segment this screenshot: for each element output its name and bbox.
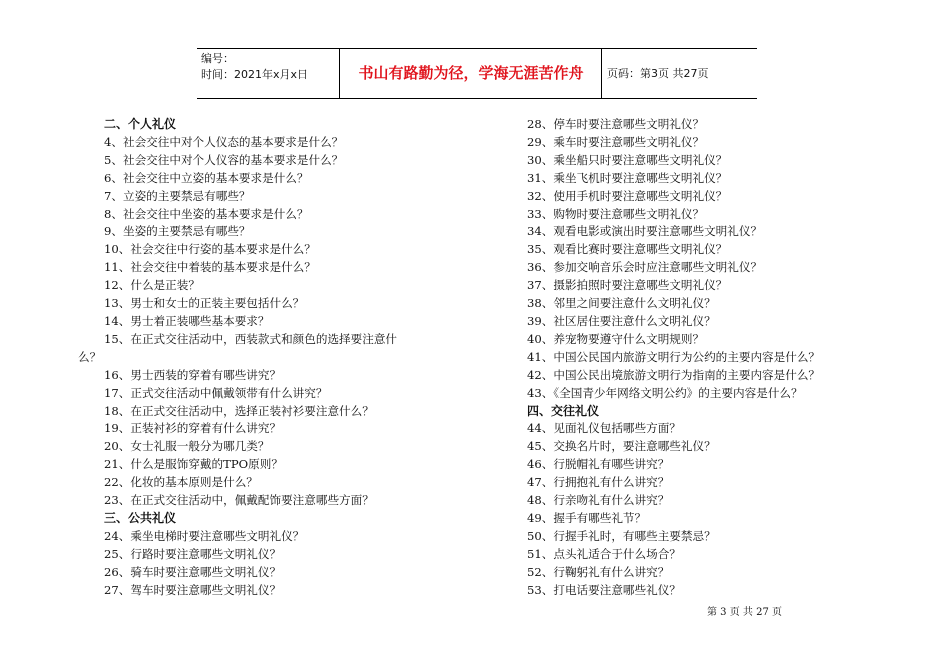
question-item: 15、在正式交往活动中，西装款式和颜色的选择要注意什 (104, 331, 398, 346)
question-item: 么？ (78, 349, 102, 364)
question-item: 33、购物时要注意哪些文明礼仪？ (527, 206, 705, 221)
question-item: 10、社会交往中行姿的基本要求是什么？ (104, 242, 316, 257)
header-motto: 书山有路勤为径，学海无涯苦作舟 (358, 64, 584, 82)
question-item: 34、观看电影或演出时要注意哪些文明礼仪？ (527, 224, 763, 239)
question-item: 29、乘车时要注意哪些文明礼仪？ (527, 134, 705, 149)
question-item: 39、社区居住要注意什么文明礼仪？ (527, 313, 716, 328)
header-divider (601, 49, 602, 98)
question-item: 46、行脱帽礼有哪些讲究？ (527, 457, 670, 472)
question-item: 27、驾车时要注意哪些文明礼仪？ (104, 582, 282, 597)
question-item: 18、在正式交往活动中，选择正装衬衫要注意什么？ (104, 403, 374, 418)
section-heading: 二、个人礼仪 (104, 117, 177, 131)
question-item: 41、中国公民国内旅游文明行为公约的主要内容是什么？ (527, 349, 821, 364)
question-item: 49、握手有哪些礼节？ (527, 510, 647, 525)
question-item: 40、养宠物要遵守什么文明规则？ (527, 331, 705, 346)
question-item: 30、乘坐船只时要注意哪些文明礼仪？ (527, 152, 728, 167)
question-item: 24、乘坐电梯时要注意哪些文明礼仪？ (104, 528, 305, 543)
question-item: 7、立姿的主要禁忌有哪些？ (104, 188, 251, 203)
question-item: 13、男士和女士的正装主要包括什么？ (104, 296, 305, 311)
question-item: 51、点头礼适合于什么场合？ (527, 546, 681, 561)
question-item: 36、参加交响音乐会时应注意哪些文明礼仪？ (527, 260, 763, 275)
question-item: 53、打电话要注意哪些礼仪？ (527, 582, 681, 597)
question-item: 35、观看比赛时要注意哪些文明礼仪？ (527, 242, 728, 257)
header-meta (201, 51, 339, 83)
question-item: 4、社会交往中对个人仪态的基本要求是什么？ (104, 134, 344, 149)
page-header (197, 48, 757, 99)
question-item: 6、社会交往中立姿的基本要求是什么？ (104, 170, 309, 185)
header-page-info: 页码：第3页 共27页 (607, 67, 709, 80)
question-item: 32、使用手机时要注意哪些文明礼仪？ (527, 188, 728, 203)
question-item: 23、在正式交往活动中，佩戴配饰要注意哪些方面？ (104, 493, 374, 508)
question-item: 19、正装衬衫的穿着有什么讲究？ (104, 421, 282, 436)
question-item: 20、女士礼服一般分为哪几类？ (104, 439, 270, 454)
question-item: 21、什么是服饰穿戴的TPO原则？ (104, 457, 283, 472)
section-heading: 三、公共礼仪 (104, 510, 177, 525)
question-item: 14、男士着正装哪些基本要求？ (104, 313, 270, 328)
header-number-label: 编号： (201, 52, 234, 65)
question-item: 26、骑车时要注意哪些文明礼仪？ (104, 564, 282, 579)
question-item: 44、见面礼仪包括哪些方面？ (527, 421, 681, 436)
question-item: 28、停车时要注意哪些文明礼仪？ (527, 117, 705, 131)
question-item: 11、社会交往中着装的基本要求是什么？ (104, 260, 316, 275)
header-time-label: 时间：2021年x月x日 (201, 68, 309, 81)
section-heading: 四、交往礼仪 (527, 403, 600, 418)
question-item: 52、行鞠躬礼有什么讲究？ (527, 564, 670, 579)
question-item: 38、邻里之间要注意什么文明礼仪？ (527, 296, 716, 311)
question-item: 50、行握手礼时，有哪些主要禁忌？ (527, 528, 716, 543)
question-item: 48、行亲吻礼有什么讲究？ (527, 493, 670, 508)
question-item: 43、《全国青少年网络文明公约》的主要内容是什么？ (527, 385, 803, 400)
question-item: 45、交换名片时，要注意哪些礼仪？ (527, 439, 716, 454)
question-item: 22、化妆的基本原则是什么？ (104, 475, 258, 490)
left-question-column (78, 116, 498, 599)
question-item: 25、行路时要注意哪些文明礼仪？ (104, 546, 282, 561)
question-item: 5、社会交往中对个人仪容的基本要求是什么？ (104, 152, 344, 167)
header-divider (339, 49, 340, 98)
question-item: 31、乘坐飞机时要注意哪些文明礼仪？ (527, 170, 728, 185)
question-item: 16、男士西装的穿着有哪些讲究？ (104, 367, 282, 382)
question-item: 9、坐姿的主要禁忌有哪些？ (104, 224, 251, 239)
question-item: 47、行拥抱礼有什么讲究？ (527, 475, 670, 490)
question-item: 12、什么是正装？ (104, 278, 200, 293)
page-footer: 第 3 页 共 27 页 (707, 607, 782, 618)
right-question-column (509, 116, 889, 599)
question-item: 37、摄影拍照时要注意哪些文明礼仪？ (527, 278, 728, 293)
question-item: 42、中国公民出境旅游文明行为指南的主要内容是什么？ (527, 367, 821, 382)
question-item: 17、正式交往活动中佩戴领带有什么讲究？ (104, 385, 328, 400)
question-item: 8、社会交往中坐姿的基本要求是什么？ (104, 206, 309, 221)
